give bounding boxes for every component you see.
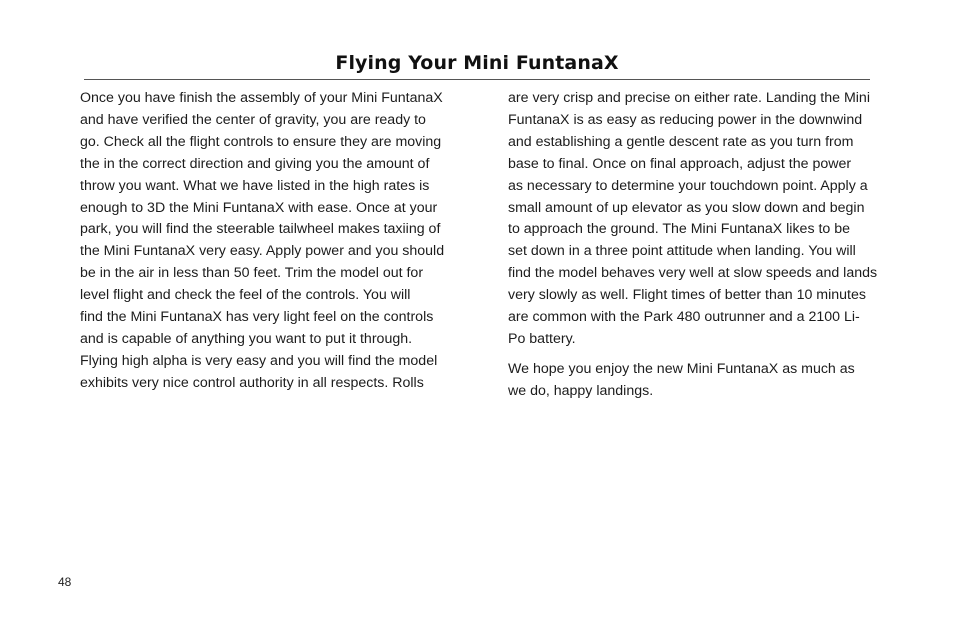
body-paragraph — [508, 88, 906, 351]
left-text-column — [80, 88, 480, 395]
text-line: Flying high alpha is very easy and you will find the model — [80, 352, 438, 369]
text-line: we do, happy landings. — [508, 382, 654, 399]
text-line: the in the correct direction and giving you the amount of — [80, 155, 430, 172]
text-line: base to final. Once on final approach, adjust the power — [508, 155, 852, 172]
text-line: and establishing a gentle descent rate as you turn from — [508, 133, 854, 150]
text-line: be in the air in less than 50 feet. Trim the model out for — [80, 265, 424, 282]
text-line: are very crisp and precise on either rate. Landing the Mini — [508, 90, 870, 106]
text-line: and is capable of anything you want to put it through. — [80, 330, 413, 347]
page-title: Flying Your Mini FuntanaX — [335, 52, 619, 74]
page-number: 48 — [58, 575, 72, 589]
paragraph-spacer — [508, 351, 906, 359]
text-line: find the Mini FuntanaX has very light feel on the controls — [80, 309, 434, 326]
text-line: enough to 3D the Mini FuntanaX with ease. Once at your — [80, 199, 438, 216]
closing-paragraph — [508, 359, 906, 403]
text-line: park, you will find the steerable tailwheel makes taxiing of — [80, 221, 441, 238]
text-line: throw you want. What we have listed in the high rates is — [80, 177, 430, 194]
text-line: find the model behaves very well at slow speeds and lands — [508, 265, 878, 282]
text-line: as necessary to determine your touchdown point. Apply a — [508, 177, 868, 194]
text-line: We hope you enjoy the new Mini FuntanaX as much as — [508, 360, 855, 377]
text-line: the Mini FuntanaX very easy. Apply power and you should — [80, 243, 445, 260]
text-line: are common with the Park 480 outrunner and a 2100 Li- — [508, 309, 860, 326]
text-line: level flight and check the feel of the controls. You will — [80, 287, 411, 304]
text-line: very slowly as well. Flight times of better than 10 minutes — [508, 287, 866, 304]
text-line: go. Check all the flight controls to ensure they are moving — [80, 133, 442, 150]
right-text-column — [508, 88, 906, 403]
text-line: Po battery. — [508, 330, 576, 347]
text-line: Once you have finish the assembly of your Mini FuntanaX — [80, 90, 443, 106]
text-line: FuntanaX is as easy as reducing power in the downwind — [508, 111, 863, 128]
text-line: set down in a three point attitude when landing. You will — [508, 243, 856, 260]
body-paragraph — [80, 88, 480, 395]
text-line: exhibits very nice control authority in all respects. Rolls — [80, 374, 424, 391]
text-line: to approach the ground. The Mini FuntanaX likes to be — [508, 221, 851, 238]
text-line: and have verified the center of gravity, you are ready to — [80, 111, 426, 128]
title-divider — [84, 79, 870, 80]
text-line: small amount of up elevator as you slow down and begin — [508, 199, 865, 216]
